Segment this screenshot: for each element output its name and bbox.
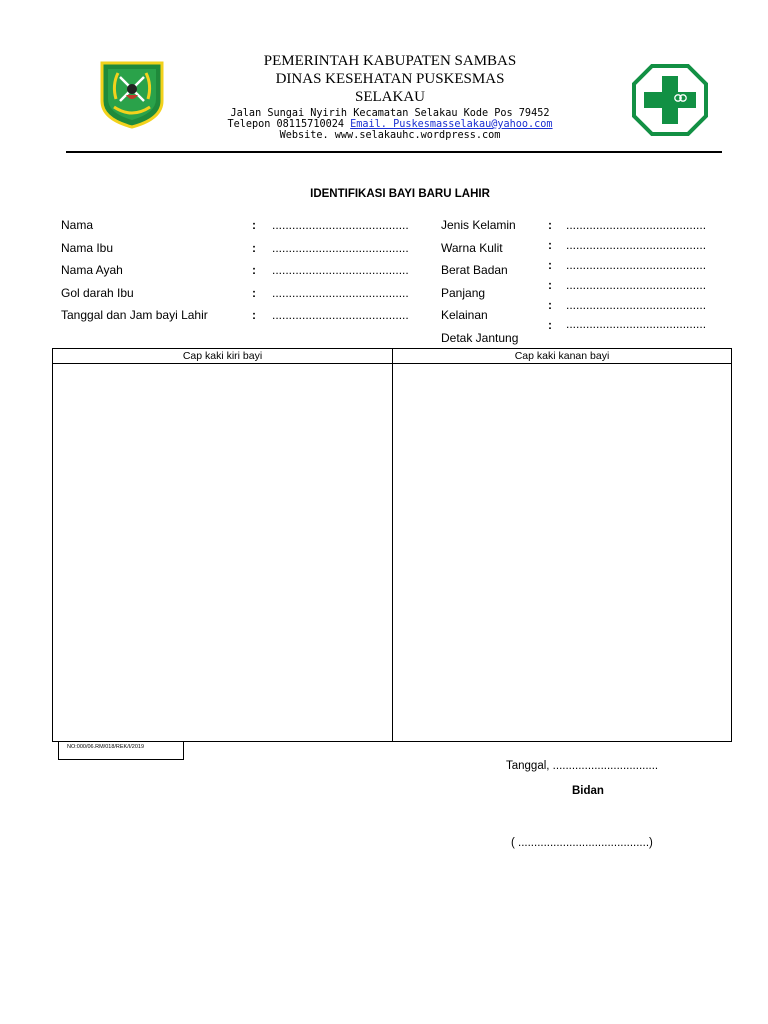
colon: : [548, 318, 552, 332]
field-label-nama-ayah: Nama Ayah [61, 263, 123, 277]
colon: : [548, 298, 552, 312]
header-line-1: PEMERINTAH KABUPATEN SAMBAS [263, 53, 517, 69]
health-cross-icon [632, 64, 708, 136]
regency-emblem-icon [96, 55, 168, 129]
field-label-detak-jantung: Detak Jantung [441, 331, 519, 345]
header-divider [66, 151, 722, 153]
field-label-nama-ibu: Nama Ibu [61, 241, 114, 255]
header-phone: Telepon 08115710024 [227, 119, 344, 130]
colon: : [548, 258, 552, 272]
field-value-panjang: .......................................... [566, 278, 707, 292]
field-label-panjang: Panjang [441, 286, 486, 300]
field-value-warna-kulit: .......................................... [566, 238, 707, 252]
signature-date: Tanggal, ................................. [506, 760, 659, 772]
field-label-kelainan: Kelainan [441, 308, 488, 322]
form-title: IDENTIFIKASI BAYI BARU LAHIR [310, 188, 490, 200]
right-foot-header: Cap kaki kanan bayi [514, 350, 610, 362]
field-label-tanggal-jam-lahir: Tanggal dan Jam bayi Lahir [61, 308, 208, 322]
colon: : [548, 218, 552, 232]
header-line-2: DINAS KESEHATAN PUSKESMAS [275, 71, 505, 87]
colon: : [252, 263, 256, 277]
field-value-nama-ibu: ......................................... [272, 241, 409, 255]
field-value-detak-jantung: .......................................... [566, 317, 707, 331]
field-value-gol-darah-ibu: ......................................... [272, 286, 409, 300]
field-label-nama: Nama [61, 218, 94, 232]
colon: : [548, 278, 552, 292]
field-value-berat-badan: .......................................... [566, 258, 707, 272]
colon: : [252, 308, 256, 322]
header-line-3: SELAKAU [355, 89, 425, 105]
field-label-berat-badan: Berat Badan [441, 263, 508, 277]
signature-name-line: ( .........................................) [511, 837, 653, 849]
signature-role: Bidan [572, 785, 604, 797]
field-label-warna-kulit: Warna Kulit [441, 241, 503, 255]
field-value-kelainan: .......................................... [566, 298, 707, 312]
header-contact [160, 119, 620, 130]
field-value-tanggal-jam-lahir: ......................................... [272, 308, 409, 322]
field-label-gol-darah-ibu: Gol darah Ibu [61, 286, 134, 300]
colon: : [252, 286, 256, 300]
table-column-divider [392, 349, 393, 741]
header-email-link[interactable]: Email. Puskesmasselakau@yahoo.com [350, 119, 553, 130]
footprint-table [52, 348, 732, 742]
colon: : [252, 241, 256, 255]
field-value-nama-ayah: ......................................... [272, 263, 409, 277]
field-value-nama: ......................................... [272, 218, 409, 232]
field-value-jenis-kelamin: .......................................... [566, 218, 707, 232]
header-address: Jalan Sungai Nyirih Kecamatan Selakau Kode Pos 79452 [230, 108, 550, 119]
document-number: NO:000/06.RM/018/REK/I/2019 [58, 741, 184, 760]
left-foot-header: Cap kaki kiri bayi [182, 350, 263, 362]
colon: : [548, 238, 552, 252]
header-website: Website. www.selakauhc.wordpress.com [279, 130, 501, 141]
colon: : [252, 218, 256, 232]
field-label-jenis-kelamin: Jenis Kelamin [441, 218, 516, 232]
